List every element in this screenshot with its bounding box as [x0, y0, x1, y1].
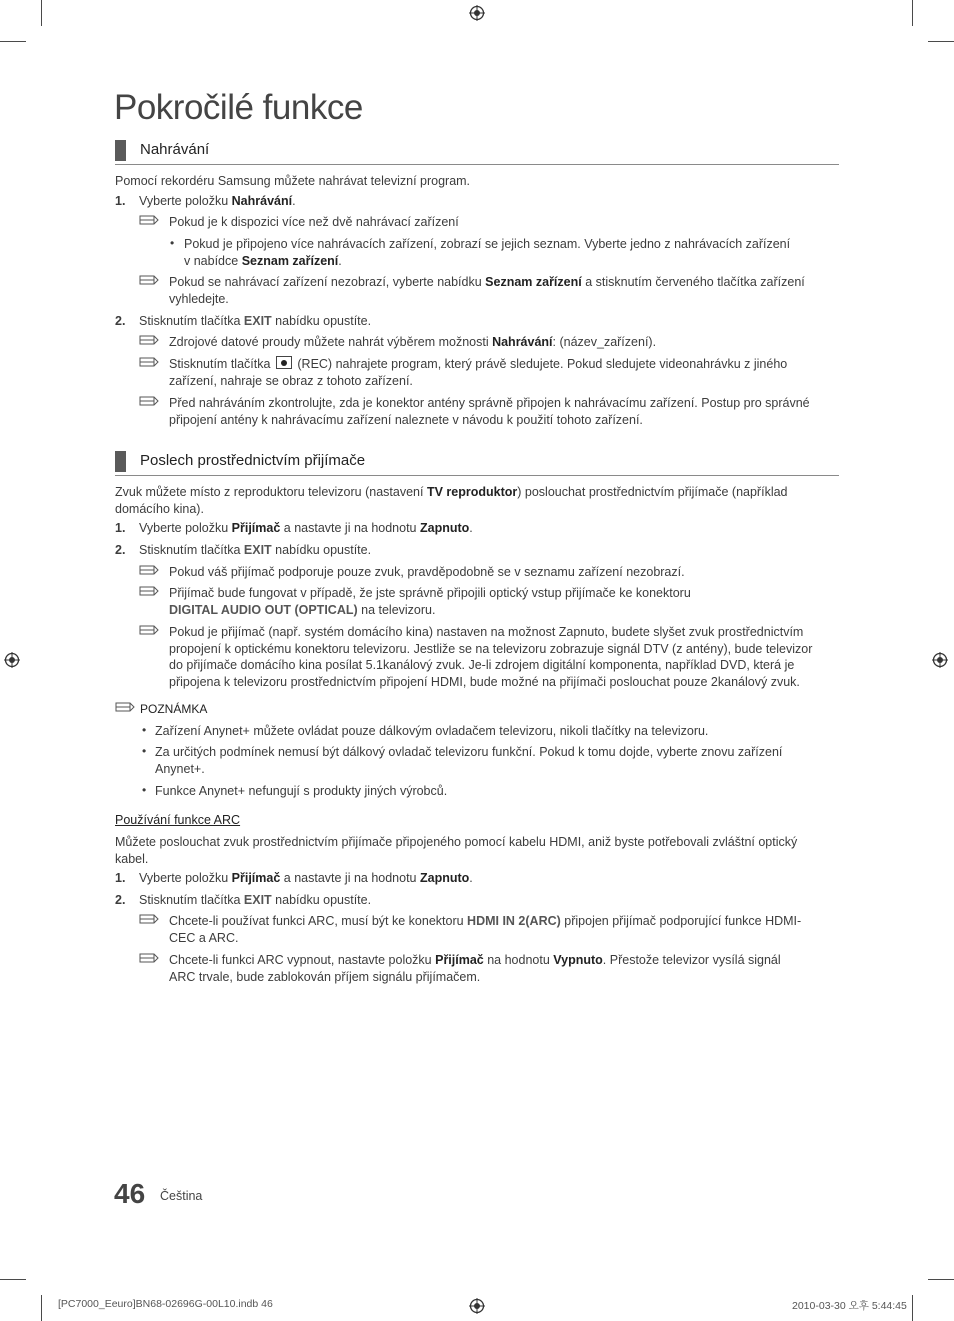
print-timestamp: 2010-03-30 오후 5:44:45 [792, 1300, 907, 1312]
arc-intro-text-line2: kabel. [115, 852, 149, 866]
section-bar [115, 451, 126, 472]
note-text-line2: připojení antény k nahrávacímu zařízení naleznete v návodu k použití tohoto zařízení. [169, 413, 643, 427]
note-text-line2: zařízení, nahraje se obraz z tohoto zařízení. [169, 374, 413, 388]
note-text-line2: propojení k optickému konektoru televizoru. Jestliže se na televizoru zobrazuje signál DTV (z antény), bude televizor [169, 642, 813, 656]
bullet-text: Za určitých podmínek nemusí být dálkový ovladač televizoru funkční. Pokud k tomu dojde, vyberte znovu zařízení [155, 745, 783, 759]
arc-subheading: Používání funkce ARC [115, 813, 241, 827]
crop-mark-top-right-h [928, 41, 954, 42]
step-number: 2. [115, 314, 126, 328]
note-text: Chcete-li používat funkci ARC, musí být ke konektoru HDMI IN 2(ARC) připojen přijímač podporující funkce HDMI- [169, 914, 802, 928]
note-text-line2: DIGITAL AUDIO OUT (OPTICAL) na televizoru. [169, 603, 436, 617]
page-number: 46 [114, 1178, 146, 1209]
intro-text: Pomocí rekordéru Samsung můžete nahrávat televizní program. [115, 174, 471, 188]
step-text: Vyberte položku Přijímač a nastavte ji na hodnotu Zapnuto. [139, 521, 473, 535]
note-text: Pokud se nahrávací zařízení nezobrazí, vyberte nabídku Seznam zařízení a stisknutím červeného tlačítka zařízení [169, 275, 805, 289]
note-text-line2: vyhledejte. [169, 292, 229, 306]
note-pencil-icon [139, 584, 161, 598]
crop-mark-bottom-left-h [0, 1279, 26, 1280]
step-text: Stisknutím tlačítka EXIT nabídku opustíte. [139, 314, 372, 328]
note-pencil-icon [139, 563, 161, 577]
step-number: 1. [115, 194, 126, 208]
step-text: Vyberte položku Přijímač a nastavte ji na hodnotu Zapnuto. [139, 871, 473, 885]
section-header-poslech [115, 451, 839, 476]
bullet-dot: • [142, 783, 147, 797]
crop-mark-bottom-left-v [41, 1295, 42, 1321]
note-pencil-icon [139, 333, 161, 347]
step-number: 1. [115, 521, 126, 535]
page-title: Pokročilé funkce [114, 88, 363, 127]
note-text-line4: připojena k televizoru prostřednictvím připojení HDMI, bude možné na přijímači poslouchat pouze 2kanálový zvuk. [169, 675, 800, 689]
section-title: Poslech prostřednictvím přijímače [140, 452, 366, 469]
note-text-line2: CEC a ARC. [169, 931, 239, 945]
registration-mark-left-icon [4, 652, 20, 668]
print-file-info: [PC7000_Eeuro]BN68-02696G-00L10.indb 46 [58, 1298, 273, 1310]
arc-intro-text: Můžete poslouchat zvuk prostřednictvím přijímače připojeného pomocí kabelu HDMI, aniž byste potřebovali zvláštní optický [115, 835, 798, 849]
note-pencil-icon [139, 355, 161, 369]
note-pencil-icon [139, 951, 161, 965]
step-text: Stisknutím tlačítka EXIT nabídku opustíte. [139, 893, 372, 907]
note-text: Pokud váš přijímač podporuje pouze zvuk, pravděpodobně se v seznamu zařízení nezobrazí. [169, 565, 685, 579]
bullet-text-line2: Anynet+. [155, 762, 205, 776]
note-pencil-icon [115, 700, 137, 714]
note-pencil-icon [139, 912, 161, 926]
intro-text-line2: domácího kina). [115, 502, 204, 516]
crop-mark-top-left-v [41, 0, 42, 26]
bullet-dot: • [142, 723, 147, 737]
rec-button-icon [276, 356, 292, 369]
bullet-text: Funkce Anynet+ nefungují s produkty jiných výrobců. [155, 784, 448, 798]
note-text: Před nahráváním zkontrolujte, zda je konektor antény správně připojen k nahrávacímu zařízení. Postup pro správné [169, 396, 810, 410]
section-header-nahravani [115, 140, 839, 165]
bullet-text: Zařízení Anynet+ můžete ovládat pouze dálkovým ovladačem televizoru, nikoli tlačítky na televizoru. [155, 724, 709, 738]
step-number: 1. [115, 871, 126, 885]
bullet-dot: • [170, 236, 175, 250]
step-text: Stisknutím tlačítka EXIT nabídku opustíte. [139, 543, 372, 557]
step-number: 2. [115, 543, 126, 557]
poznamka-label: POZNÁMKA [140, 702, 208, 716]
note-text-line3: do přijímače domácího kina posílat 5.1kanálový zvuk. Je-li zdrojem digitální komponenta, například DVD, která je [169, 658, 795, 672]
crop-mark-bottom-right-h [928, 1279, 954, 1280]
crop-mark-bottom-right-v [912, 1295, 913, 1321]
note-text-line2: ARC trvale, bude zablokován příjem signálu přijímačem. [169, 970, 481, 984]
note-pencil-icon [139, 394, 161, 408]
note-text: Stisknutím tlačítka (REC) nahrajete program, který právě sledujete. Pokud sledujete videonahrávku z jiného [169, 357, 788, 371]
bullet-text: Pokud je připojeno více nahrávacích zařízení, zobrazí se jejich seznam. Vyberte jedno z nahrávacích zařízení [184, 237, 791, 251]
registration-mark-right-icon [932, 652, 948, 668]
note-text: Zdrojové datové proudy můžete nahrát výběrem možnosti Nahrávání: (název_zařízení). [169, 335, 657, 349]
note-text: Pokud je přijímač (např. systém domácího kina) nastaven na možnost Zapnuto, budete slyšet zvuk prostřednictvím [169, 625, 804, 639]
bullet-text-line2: v nabídce Seznam zařízení. [184, 254, 342, 268]
registration-mark-top-icon [469, 5, 485, 21]
note-text: Pokud je k dispozici více než dvě nahrávací zařízení [169, 215, 459, 229]
bullet-dot: • [142, 744, 147, 758]
section-bar [115, 140, 126, 161]
registration-mark-bottom-icon [469, 1298, 485, 1314]
note-pencil-icon [139, 623, 161, 637]
step-text: Vyberte položku Nahrávání. [139, 194, 296, 208]
note-pencil-icon [139, 273, 161, 287]
note-pencil-icon [139, 213, 161, 227]
page-language: Čeština [160, 1189, 203, 1203]
note-text: Přijímač bude fungovat v případě, že jste správně připojili optický vstup přijímače ke konektoru [169, 586, 691, 600]
crop-mark-top-right-v [912, 0, 913, 26]
step-number: 2. [115, 893, 126, 907]
crop-mark-top-left-h [0, 41, 26, 42]
note-text: Chcete-li funkci ARC vypnout, nastavte položku Přijímač na hodnotu Vypnuto. Přestože televizor vysílá signál [169, 953, 781, 967]
section-title: Nahrávání [140, 141, 210, 158]
intro-text: Zvuk můžete místo z reproduktoru televizoru (nastavení TV reproduktor) poslouchat prostřednictvím přijímače (například [115, 485, 788, 499]
